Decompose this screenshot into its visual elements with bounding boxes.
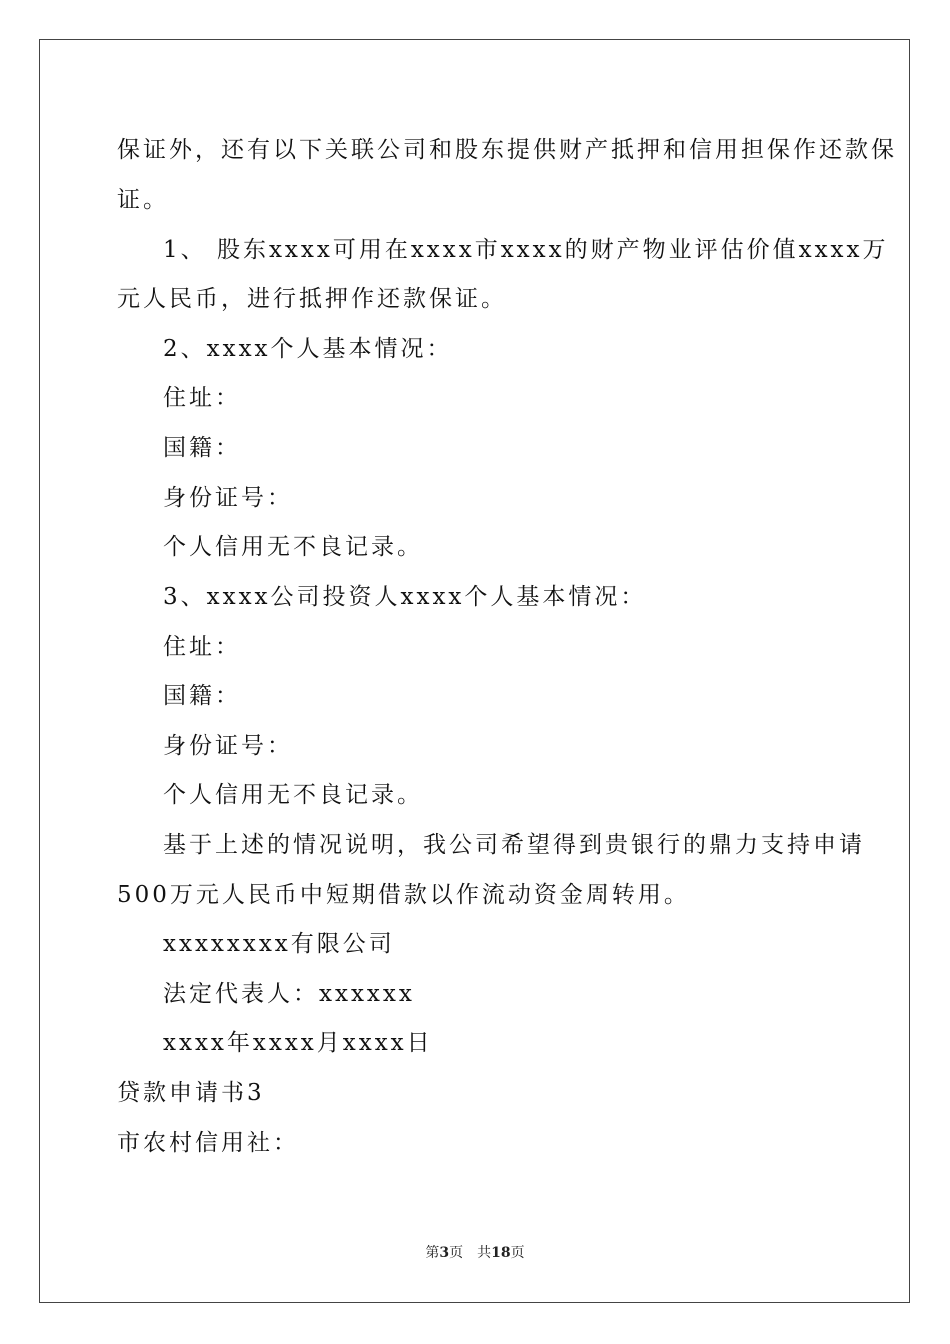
paragraph-line: 元人民币，进行抵押作还款保证。 — [117, 286, 507, 312]
signature-date: xxxx年xxxx月xxxx日 — [163, 1030, 433, 1056]
page-footer — [0, 1242, 950, 1262]
field-label-id-number: 身份证号： — [163, 733, 293, 759]
total-pages: 18 — [491, 1245, 511, 1261]
legal-representative: 法定代表人：xxxxxx — [163, 981, 415, 1007]
paragraph-line: 500万元人民币中短期借款以作流动资金周转用。 — [117, 882, 690, 908]
field-label-address: 住址： — [163, 385, 241, 411]
credit-record-note: 个人信用无不良记录。 — [163, 782, 423, 808]
company-signature: xxxxxxxx有限公司 — [163, 931, 395, 957]
total-suffix: 页 — [510, 1245, 525, 1261]
field-label-nationality: 国籍： — [163, 435, 241, 461]
paragraph-line: 1、 股东xxxx可用在xxxx市xxxx的财产物业评估价值xxxx万 — [163, 237, 889, 263]
page-number: 3 — [439, 1245, 450, 1261]
addressee: 市农村信用社： — [117, 1130, 299, 1156]
credit-record-note: 个人信用无不良记录。 — [163, 534, 423, 560]
section-heading: 2、xxxx个人基本情况： — [163, 336, 453, 362]
page-border — [39, 39, 910, 1303]
document-title: 贷款申请书3 — [117, 1080, 265, 1106]
field-label-address: 住址： — [163, 634, 241, 660]
paragraph-line: 保证外，还有以下关联公司和股东提供财产抵押和信用担保作还款保 — [117, 137, 897, 163]
page-suffix: 页 — [449, 1245, 464, 1261]
total-prefix: 共 — [477, 1245, 492, 1261]
paragraph-line: 证。 — [117, 187, 169, 213]
paragraph-line: 基于上述的情况说明，我公司希望得到贵银行的鼎力支持申请 — [163, 832, 865, 858]
field-label-id-number: 身份证号： — [163, 485, 293, 511]
page-prefix: 第 — [425, 1245, 440, 1261]
field-label-nationality: 国籍： — [163, 683, 241, 709]
section-heading: 3、xxxx公司投资人xxxx个人基本情况： — [163, 584, 647, 610]
